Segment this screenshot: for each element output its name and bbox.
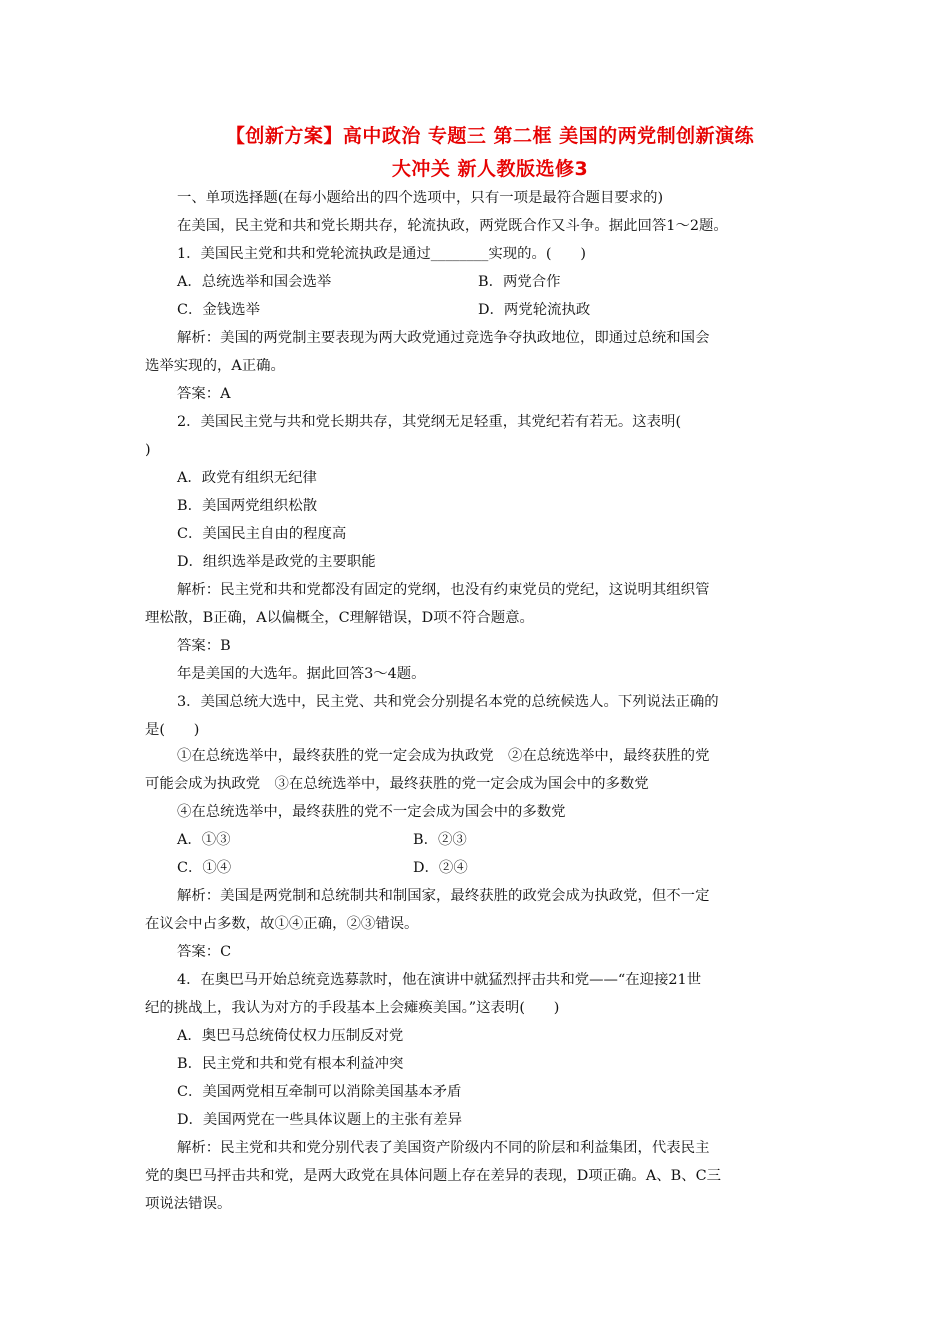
question-3-statement-4: ④在总统选举中，最终获胜的党不一定会成为国会中的多数党 [177,804,566,820]
question-4-analysis-end: 项说法错误。 [145,1196,232,1212]
section-heading: 一、单项选择题(在每小题给出的四个选项中，只有一项是最符合题目要求的) [177,190,664,206]
question-3-option-c: C．①④ [177,860,232,876]
intro-questions-1-2: 在美国，民主党和共和党长期共存，轮流执政，两党既合作又斗争。据此回答1～2题。 [177,218,728,234]
question-3-statement-1-2: ①在总统选举中，最终获胜的党一定会成为执政党 ②在总统选举中，最终获胜的党 [177,748,710,764]
question-3-analysis: 解析：美国是两党制和总统制共和制国家，最终获胜的政党会成为执政党，但不一定 [177,888,710,904]
question-4-stem: 4．在奥巴马开始总统竞选募款时，他在演讲中就猛烈抨击共和党——“在迎接21世 [177,972,702,988]
intro-questions-3-4: 年是美国的大选年。据此回答3～4题。 [177,666,426,682]
question-4-option-a: A．奥巴马总统倚仗权力压制反对党 [177,1028,404,1044]
question-2-option-d: D．组织选举是政党的主要职能 [177,554,376,570]
question-4-analysis: 解析：民主党和共和党分别代表了美国资产阶级内不同的阶层和利益集团，代表民主 [177,1140,710,1156]
question-2-analysis: 解析：民主党和共和党都没有固定的党纲，也没有约束党员的党纪，这说明其组织管 [177,582,710,598]
question-2-stem: 2．美国民主党与共和党长期共存，其党纲无足轻重，其党纪若有若无。这表明( [177,414,682,430]
question-2-analysis-cont: 理松散，B正确，A以偏概全，C理解错误，D项不符合题意。 [145,610,534,626]
question-4-stem-cont: 纪的挑战上，我认为对方的手段基本上会瘫痪美国。”这表明( ) [145,1000,560,1016]
question-3-option-a: A．①③ [177,832,231,848]
question-2-stem-cont: ) [145,442,151,458]
question-1-option-a: A．总统选举和国会选举 [177,274,332,290]
question-4-option-c: C．美国两党相互牵制可以消除美国基本矛盾 [177,1084,462,1100]
question-1-analysis: 解析：美国的两党制主要表现为两大政党通过竞选争夺执政地位，即通过总统和国会 [177,330,710,346]
question-3-option-b: B．②③ [413,832,467,848]
question-1-answer: 答案：A [177,386,231,402]
question-1-stem: 1．美国民主党和共和党轮流执政是通过________实现的。( ) [177,246,586,262]
question-1-option-b: B．两党合作 [478,274,561,290]
document-title-line-2: 大冲关 新人教版选修3 [391,158,589,180]
question-2-option-c: C．美国民主自由的程度高 [177,526,347,542]
question-3-analysis-cont: 在议会中占多数，故①④正确，②③错误。 [145,916,419,932]
question-3-statement-2-3: 可能会成为执政党 ③在总统选举中，最终获胜的党一定会成为国会中的多数党 [145,776,649,792]
question-3-answer: 答案：C [177,944,232,960]
question-1-option-c: C．金钱选举 [177,302,260,318]
question-3-stem: 3．美国总统大选中，民主党、共和党会分别提名本党的总统候选人。下列说法正确的 [177,694,719,710]
question-1-option-d: D．两党轮流执政 [478,302,591,318]
question-2-answer: 答案：B [177,638,231,654]
question-4-option-b: B．民主党和共和党有根本利益冲突 [177,1056,404,1072]
question-4-option-d: D．美国两党在一些具体议题上的主张有差异 [177,1112,462,1128]
question-3-option-d: D．②④ [413,860,468,876]
document-title-line-1: 【创新方案】高中政治 专题三 第二框 美国的两党制创新演练 [225,125,755,147]
question-2-option-a: A．政党有组织无纪律 [177,470,317,486]
question-1-analysis-cont: 选举实现的，A正确。 [145,358,285,374]
question-4-analysis-cont: 党的奥巴马抨击共和党，是两大政党在具体问题上存在差异的表现，D项正确。A、B、C三 [145,1168,721,1184]
question-2-option-b: B．美国两党组织松散 [177,498,318,514]
question-3-stem-cont: 是( ) [145,722,200,738]
